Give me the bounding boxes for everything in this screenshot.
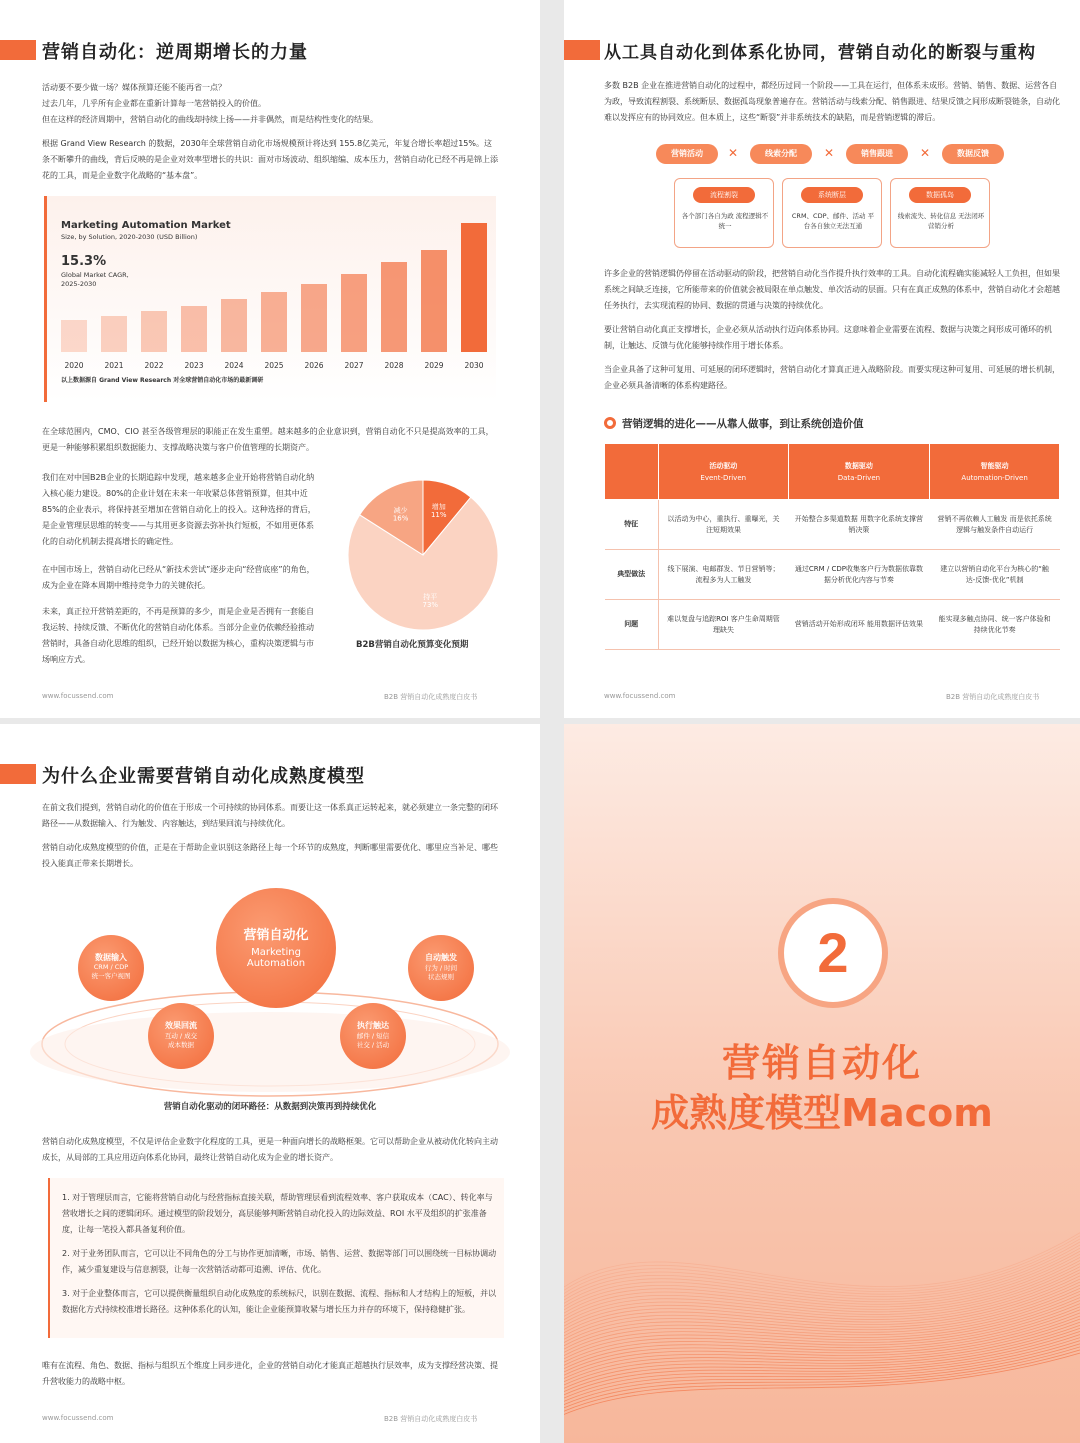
future-paragraph: 未来，真正拉开营销差距的，不再是预算的多少，而是企业是否拥有一套能自我运转、持续反馈、不断优化的营销自动化体系。当部分企业仍依赖经验推动营销时，具备自动化思维的组织，已经开始以数据为核心，重构决策逻辑与市场响应方式。 bbox=[42, 607, 314, 664]
break-icon: ✕ bbox=[728, 146, 739, 160]
problem-text: 各个部门各自为政 流程逻辑不统一 bbox=[681, 212, 769, 230]
pie-label: 73% bbox=[422, 600, 439, 609]
problem-card bbox=[890, 178, 990, 248]
paragraph-activity-driven: 许多企业的营销逻辑仍停留在活动驱动的阶段，把营销自动化当作提升执行效率的工具。自动化流程确实能减轻人工负担，但如果系统之间缺乏连接，它所能带来的价值就会被局限在单点触发、单次活动的层面。只有在真正成熟的体系中，营销自动化才会超越任务执行，去实现流程的协同、数据的贯通与决策的持续优化。 bbox=[604, 269, 1060, 310]
budget-pie-chart bbox=[346, 478, 500, 632]
pie-label: 持平 bbox=[423, 592, 438, 601]
problem-tag: 流程割裂 bbox=[693, 187, 755, 203]
x-tick-label: 2020 bbox=[64, 361, 84, 370]
paragraph-closed-loop: 当企业具备了这种可复用、可延展的闭环逻辑时，营销自动化才算真正进入战略阶段。而要实现这种可复用、可延展的增长机制，企业必须具备清晰的体系构建路径。 bbox=[604, 365, 1060, 390]
list-item: 1. 对于管理层而言，它能将营销自动化与经营指标直接关联，帮助管理层看到流程效率、客户获取成本（CAC）、转化率与营收增长之间的逻辑闭环。通过模型的阶段划分，高层能够判断营销自动化投入的边际效益、ROI 水平及组织的扩张准备度，让每一笔投入都具备复利价值。 bbox=[62, 1193, 493, 1234]
table-cell: 通过CRM / CDP收集客户行为数据依靠数据分析优化内容与节奏 bbox=[788, 550, 930, 600]
center-node-en: Automation bbox=[246, 958, 306, 969]
intro-line: 活动要不要少做一场？媒体预算还能不能再省一点？ bbox=[42, 83, 226, 92]
chart-bar bbox=[421, 250, 447, 352]
diagram-caption: 营销自动化驱动的闭环路径：从数据到决策再到持续优化 bbox=[163, 1102, 377, 1112]
footer-site: www.focussend.com bbox=[42, 1414, 114, 1422]
chapter-number: 2 bbox=[817, 921, 849, 984]
table-cell: 建立以营销自动化平台为核心的“触达-反馈-优化”机制 bbox=[930, 550, 1060, 600]
table-corner bbox=[605, 444, 659, 500]
x-tick-label: 2025 bbox=[264, 361, 284, 370]
heading-accent bbox=[0, 40, 36, 60]
footer-site: www.focussend.com bbox=[604, 692, 676, 700]
break-icon: ✕ bbox=[824, 146, 835, 160]
page-chapter-cover bbox=[564, 724, 1080, 1443]
chart-bar bbox=[221, 299, 247, 352]
x-tick-label: 2021 bbox=[104, 361, 124, 370]
x-tick-label: 2023 bbox=[184, 361, 204, 370]
chart-bar bbox=[461, 223, 487, 352]
intro-paragraph: 在前文我们提到，营销自动化的价值在于形成一个可持续的协同体系。而要让这一体系真正运转起来，就必须建立一条完整的闭环路径——从数据输入、行为触发、内容触达，到结果回流与持续优化。 bbox=[42, 803, 498, 828]
center-node-title: 营销自动化 bbox=[243, 928, 309, 943]
intro-line: 过去几年，几乎所有企业都在重新计算每一笔营销投入的价值。 bbox=[42, 99, 266, 108]
table-cell: 能实现多触点协同、统一客户体验和持续优化节奏 bbox=[930, 600, 1060, 650]
wave-decoration bbox=[564, 1104, 1080, 1443]
chart-source: 以上数据源自 Grand View Research 对全球营销自动化市场的最新调研 bbox=[61, 377, 264, 384]
table-cell: 开始整合多渠道数据 用数字化系统支撑营销决策 bbox=[788, 500, 930, 550]
node-auto-trigger: 自动触发 行为 / 时间 状态规则 bbox=[408, 935, 474, 1001]
global-paragraph: 在全球范围内，CMO、CIO 甚至各级管理层的职能正在发生重塑。越来越多的企业意识到，营销自动化不只是提高效率的工具，更是一种能够积累组织数据能力、支撑战略决策与客户价值管理的长期资产。 bbox=[42, 427, 494, 452]
problem-card bbox=[782, 178, 882, 248]
footer-site: www.focussend.com bbox=[42, 692, 114, 700]
break-icon: ✕ bbox=[920, 146, 931, 160]
intro-line: 但在这样的经济周期中，营销自动化的曲线却持续上扬——并非偶然，而是结构性变化的结果。 bbox=[42, 115, 378, 124]
pill-sales-follow: 销售跟进 bbox=[846, 144, 908, 164]
pie-label: 16% bbox=[392, 514, 409, 523]
table-row bbox=[605, 550, 1060, 600]
chart-bar bbox=[181, 306, 207, 352]
bullet-icon bbox=[604, 417, 616, 429]
pie-label: 增加 bbox=[431, 503, 446, 512]
x-tick-label: 2022 bbox=[144, 361, 164, 370]
chapter-title-line1: 营销自动化 bbox=[721, 1041, 922, 1085]
cagr-value: 15.3% bbox=[61, 254, 107, 269]
chart-subtitle: Size, by Solution, 2020-2030 (USD Billion) bbox=[61, 233, 198, 241]
problem-tag: 数据孤岛 bbox=[909, 187, 971, 203]
intro-paragraph: 多数 B2B 企业在推进营销自动化的过程中，都经历过同一个阶段——工具在运行，但体系未成形。营销、销售、数据、运营各自为政，导致流程割裂、系统断层、数据孤岛现象普遍存在。营销活动与线索分配、销售跟进、结果反馈之间形成断裂链条，自动化难以发挥应有的协同效应。但本质上，这些“断裂”并非系统技术的缺陷，而是营销逻辑的滞后。 bbox=[604, 81, 1060, 122]
footer-title: B2B 营销自动化成熟度白皮书 bbox=[384, 1415, 478, 1423]
problem-card bbox=[674, 178, 774, 248]
center-node-en: Marketing bbox=[251, 947, 301, 958]
pie-label: 11% bbox=[430, 511, 447, 520]
framework-paragraph: 营销自动化成熟度模型，不仅是评估企业数字化程度的工具，更是一种面向增长的战略框架。它可以帮助企业从被动优化转向主动成长，从局部的工具应用迈向体系化协同，最终让营销自动化成为企业的增长资产。 bbox=[42, 1137, 498, 1162]
table-cell: 线下展演、电邮群发、节日营销等；流程多为人工触发 bbox=[658, 550, 788, 600]
page-market-growth bbox=[0, 0, 540, 718]
pill-campaign: 营销活动 bbox=[656, 144, 718, 164]
center-node bbox=[216, 888, 336, 1008]
page-title: 从工具自动化到体系化协同，营销自动化的断裂与重构 bbox=[604, 43, 1036, 63]
chapter-badge bbox=[778, 898, 888, 1008]
row-label: 问题 bbox=[605, 600, 659, 650]
chart-bar bbox=[141, 311, 167, 352]
wave-line bbox=[564, 1349, 1080, 1419]
cagr-period: 2025-2030 bbox=[61, 280, 97, 288]
pie-label: 减少 bbox=[393, 506, 408, 515]
closing-paragraph: 唯有在流程、角色、数据、指标与组织五个维度上同步进化，企业的营销自动化才能真正超越执行层效率，成为支撑经营决策、提升营收能力的战略中枢。 bbox=[42, 1361, 498, 1386]
x-tick-label: 2026 bbox=[304, 361, 324, 370]
x-tick-label: 2030 bbox=[464, 361, 484, 370]
row-label: 特征 bbox=[605, 500, 659, 550]
problem-text: CRM、CDP、邮件、活动 平台各自独立无法互通 bbox=[791, 212, 875, 230]
footer-title: B2B 营销自动化成熟度白皮书 bbox=[384, 693, 478, 701]
chart-bar bbox=[61, 320, 87, 352]
market-paragraph: 根据 Grand View Research 的数据，2030年全球营销自动化市场规模预计将达到 155.8亿美元，年复合增长率超过15%。这条不断攀升的曲线，背后反映的是企业对效率型增长的共识：面对市场波动、组织缩编、成本压力，营销自动化已经不再是锦上添花的工具，而是企业数字化战略的“基本盘”。 bbox=[42, 139, 498, 180]
table-header: 数据驱动 Data-Driven bbox=[788, 444, 930, 500]
footer-title: B2B 营销自动化成熟度白皮书 bbox=[946, 693, 1040, 701]
row-label: 典型做法 bbox=[605, 550, 659, 600]
pie-caption: B2B营销自动化预算变化预期 bbox=[356, 640, 469, 650]
chart-bar bbox=[261, 292, 287, 352]
intro-text bbox=[42, 80, 502, 128]
table-cell: 以活动为中心，重执行、重曝光，关注短期效果 bbox=[658, 500, 788, 550]
table-cell: 营销不再依赖人工触发 而是依托系统逻辑与触发条件自动运行 bbox=[930, 500, 1060, 550]
list-item: 3. 对于企业整体而言，它可以提供衡量组织自动化成熟度的系统标尺，识别在数据、流程、指标和人才结构上的短板，并以数据化方式持续校准增长路径。这种体系化的认知，能让企业能预算收紧与增长压力并存的环境下，保持稳健扩张。 bbox=[62, 1289, 497, 1314]
chapter-title-line2: 成熟度模型Macom bbox=[651, 1091, 993, 1135]
wave-line bbox=[564, 1224, 1080, 1294]
x-tick-label: 2028 bbox=[384, 361, 404, 370]
problem-text: 线索流失、转化信息 无法闭环营销分析 bbox=[897, 212, 985, 230]
paragraph-system-coordination: 要让营销自动化真正支撑增长，企业必须从活动执行迈向体系协同。这意味着企业需要在流程、数据与决策之间形成可循环的机制，让触达、反馈与优化能够持续作用于增长体系。 bbox=[604, 325, 1052, 350]
table-cell: 营销活动开始形成闭环 能用数据评估效果 bbox=[788, 600, 930, 650]
heading-accent bbox=[0, 764, 36, 784]
table-header: 活动驱动 Event-Driven bbox=[658, 444, 788, 500]
node-execution: 执行触达 邮件 / 短信 社交 / 活动 bbox=[340, 1003, 406, 1069]
evolution-table bbox=[604, 443, 1060, 650]
chart-bar bbox=[301, 284, 327, 352]
cagr-label: Global Market CAGR, bbox=[61, 271, 129, 279]
node-feedback: 效果回流 互动 / 成交 成本数据 bbox=[148, 1003, 214, 1069]
market-chart bbox=[44, 196, 496, 402]
page-title: 营销自动化：逆周期增长的力量 bbox=[42, 42, 308, 63]
table-header-row bbox=[605, 444, 1060, 500]
x-tick-label: 2029 bbox=[424, 361, 444, 370]
pill-lead-assign: 线索分配 bbox=[750, 144, 812, 164]
heading-accent bbox=[564, 40, 600, 60]
china-market-paragraph: 在中国市场上，营销自动化已经从“新技术尝试”逐步走向“经营底座”的角色，成为企业在降本周期中维持竞争力的关键依托。 bbox=[42, 565, 315, 590]
table-header: 智能驱动 Automation-Driven bbox=[930, 444, 1060, 500]
chart-bar bbox=[341, 274, 367, 352]
node-data-input: 数据输入 CRM / CDP 统一客户视图 bbox=[78, 935, 144, 1001]
china-research-paragraph: 我们在对中国B2B企业的长期追踪中发现，越来越多企业开始将营销自动化纳入核心能力建设。80%的企业计划在未来一年收紧总体营销预算，但其中近85%的企业表示，将保持甚至增加在营销自动化上的投入。这种选择的背后，是企业管理层思维的转变——与其用更多资源去弥补执行短板，不如用更体系化的自动化机制去提高增长的确定性。 bbox=[42, 473, 316, 546]
list-item: 2. 对于业务团队而言，它可以让不同角色的分工与协作更加清晰，市场、销售、运营、数据等部门可以围绕统一目标协调动作，减少重复建设与信息割裂，让每一次营销活动都可追溯、评估、优化。 bbox=[62, 1249, 497, 1274]
table-row bbox=[605, 500, 1060, 550]
value-paragraph: 营销自动化成熟度模型的价值，正是在于帮助企业识别这条路径上每一个环节的成熟度，判断哪里需要优化、哪里应当补足、哪些投入能真正带来长期增长。 bbox=[42, 843, 498, 868]
section-subheading: 营销逻辑的进化——从靠人做事，到让系统创造价值 bbox=[622, 418, 864, 430]
problem-tag: 系统断层 bbox=[801, 187, 863, 203]
pill-data-feedback: 数据反馈 bbox=[942, 144, 1004, 164]
x-tick-label: 2024 bbox=[224, 361, 244, 370]
page-title: 为什么企业需要营销自动化成熟度模型 bbox=[42, 766, 365, 787]
table-row bbox=[605, 600, 1060, 650]
chart-title: Marketing Automation Market bbox=[61, 220, 231, 231]
table-cell: 难以复盘与追踪ROI 客户生命周期管理缺失 bbox=[658, 600, 788, 650]
chart-bar bbox=[381, 262, 407, 352]
chart-bar bbox=[101, 316, 127, 352]
x-tick-label: 2027 bbox=[344, 361, 364, 370]
